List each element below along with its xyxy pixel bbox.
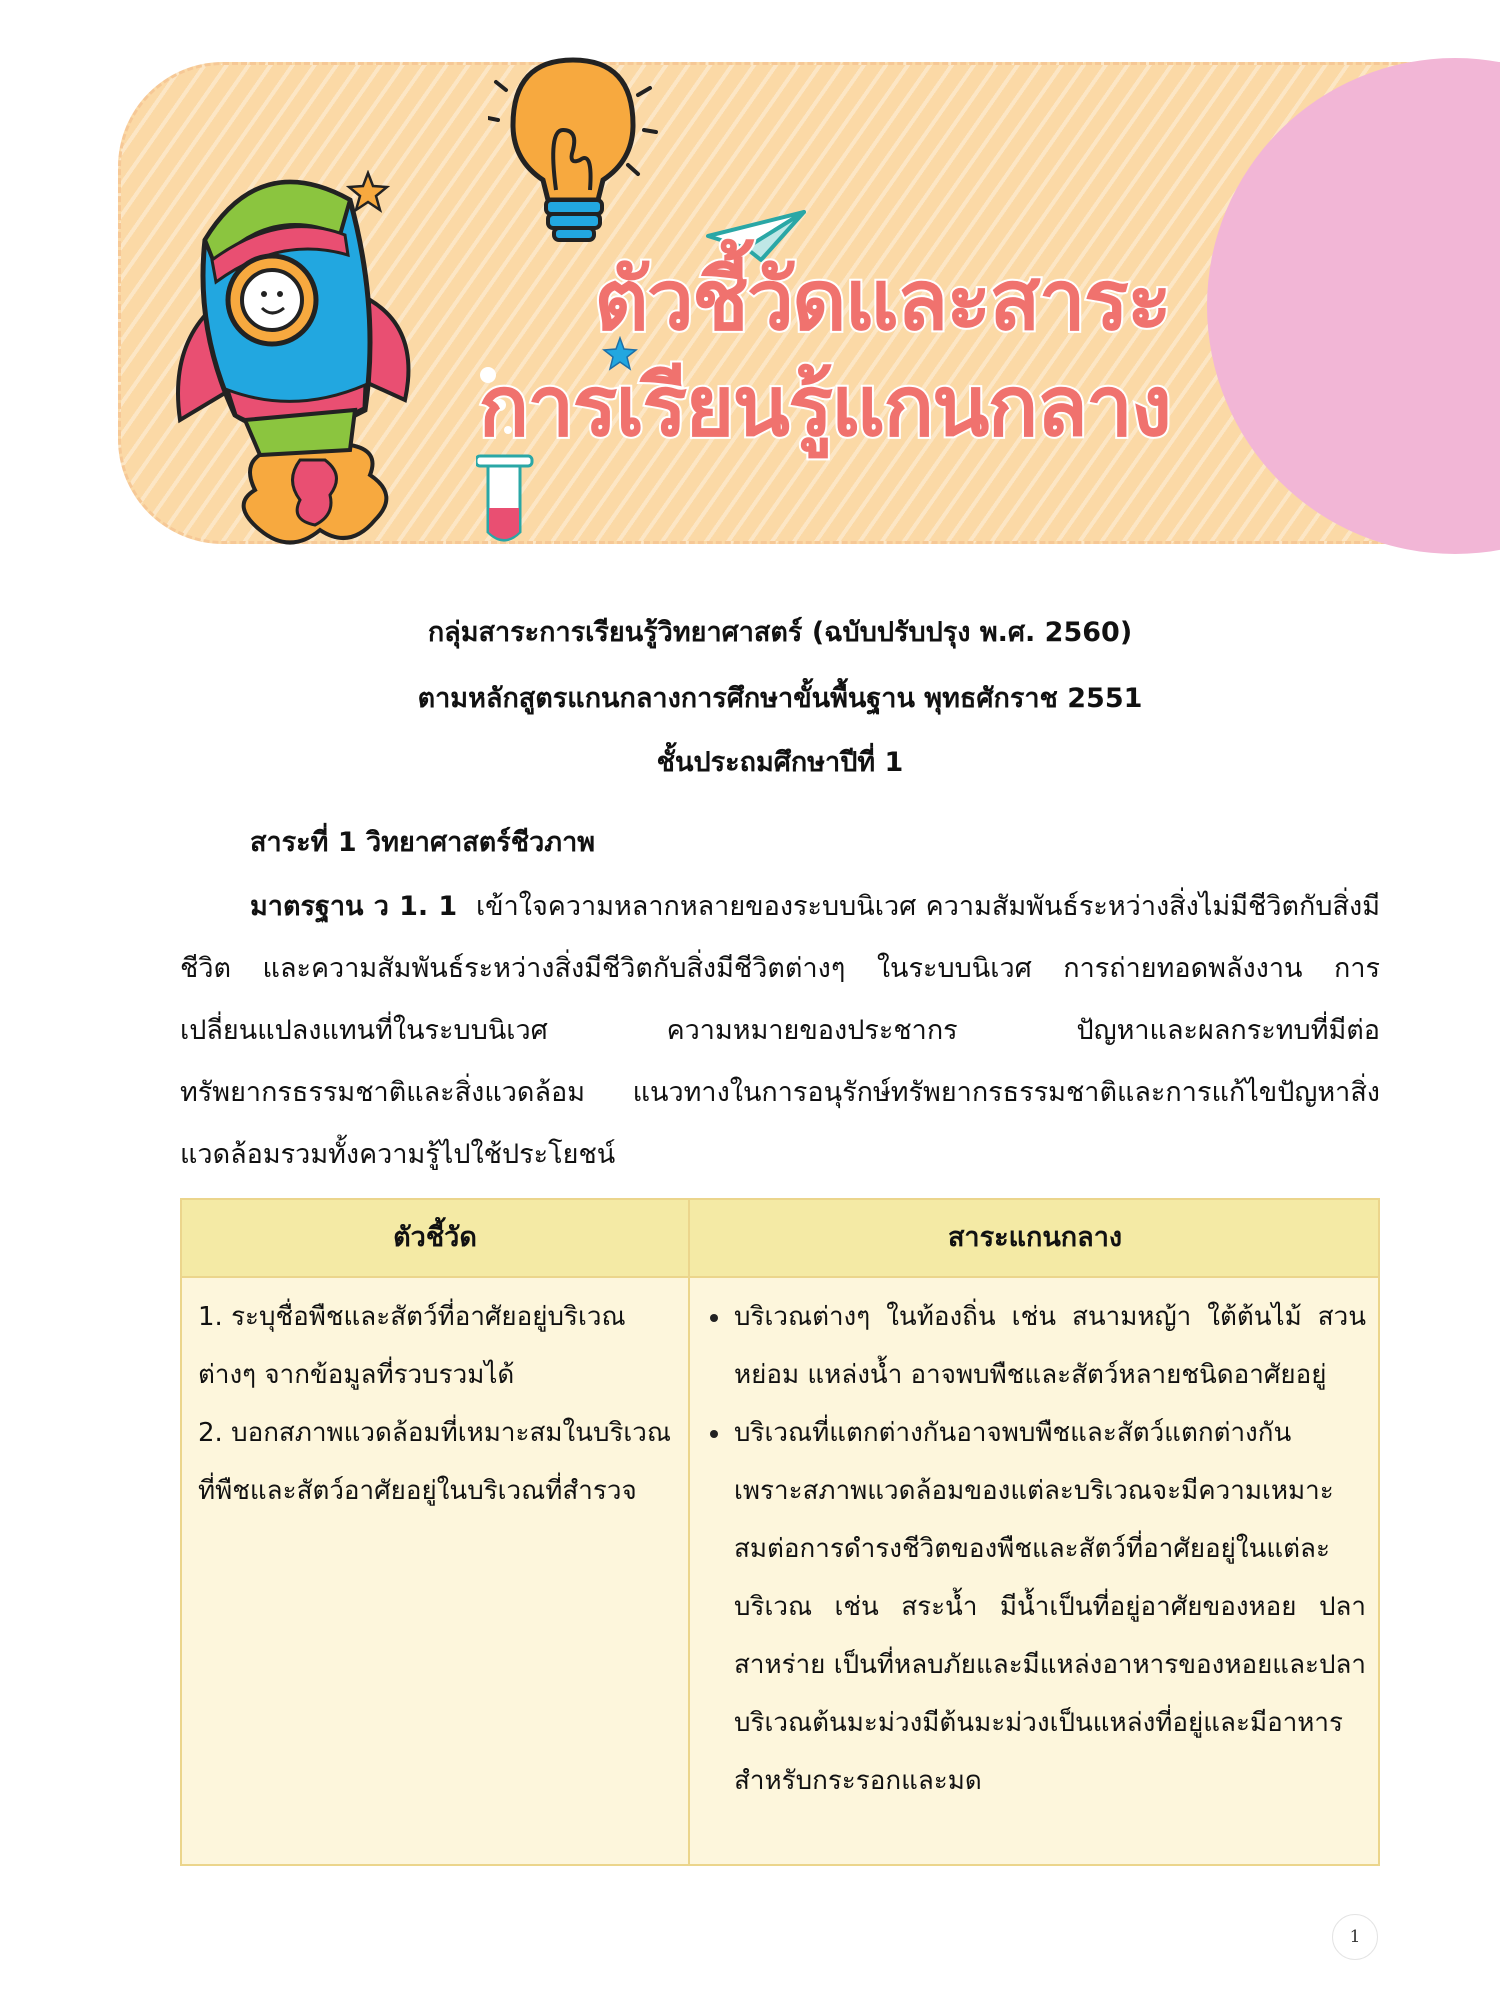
lightbulb-icon xyxy=(488,50,658,255)
curriculum-title: ตามหลักสูตรแกนกลางการศึกษาขั้นพื้นฐาน พุทธศักราช 2551 xyxy=(417,683,1143,714)
core-content-column xyxy=(706,1288,1366,1810)
page-number: 1 xyxy=(1332,1914,1378,1960)
core-content-item: บริเวณที่แตกต่างกันอาจพบพืชและสัตว์แตกต่างกัน เพราะสภาพแวดล้อมของแต่ละบริเวณจะมีความเหมาะสมต่อการดำรงชีวิตของพืชและสัตว์ที่อาศัยอยู่ในแต่ละบริเวณ เช่น สระน้ำ มีน้ำเป็นที่อยู่อาศัยของหอย ปลา สาหร่าย เป็นที่หลบภัยและมีแหล่งอาหารของหอยและปลา บริเวณต้นมะม่วงมีต้นมะม่วงเป็นแหล่งที่อยู่และมีอาหารสำหรับกระรอกและมด xyxy=(706,1404,1366,1810)
header-core-content: สาระแกนกลาง xyxy=(947,1222,1123,1253)
standard-paragraph xyxy=(180,876,1380,1186)
grade-level-title: ชั้นประถมศึกษาปีที่ 1 xyxy=(656,747,904,778)
table-column-divider xyxy=(688,1200,690,1864)
subject-group-title: กลุ่มสาระการเรียนรู้วิทยาศาสตร์ (ฉบับปรับปรุง พ.ศ. 2560) xyxy=(427,617,1133,648)
indicator-item: 2. บอกสภาพแวดล้อมที่เหมาะสมในบริเวณที่พืชและสัตว์อาศัยอยู่ในบริเวณที่สำรวจ xyxy=(198,1418,672,1506)
standard-text: เข้าใจความหลากหลายของระบบนิเวศ ความสัมพันธ์ระหว่างสิ่งไม่มีชีวิตกับสิ่งมีชีวิต และความสัมพันธ์ระหว่างสิ่งมีชีวิตกับสิ่งมีชีวิตต่างๆ ในระบบนิเวศ การถ่ายทอดพลังงาน การเปลี่ยนแปลงแทนที่ในระบบนิเวศ ความหมายของประชากร ปัญหาและผลกระทบที่มีต่อทรัพยากรธรรมชาติและสิ่งแวดล้อม แนวทางในการอนุรักษ์ทรัพยากรธรรมชาติและการแก้ไขปัญหาสิ่งแวดล้อมรวมทั้งความรู้ไปใช้ประโยชน์ xyxy=(180,891,1380,1170)
star-icon xyxy=(346,170,390,214)
indicator-item: 1. ระบุชื่อพืชและสัตว์ที่อาศัยอยู่บริเวณต่างๆ จากข้อมูลที่รวบรวมได้ xyxy=(198,1302,626,1390)
standard-label: มาตรฐาน ว 1. 1 xyxy=(250,891,458,922)
rocket-icon xyxy=(150,160,450,550)
banner-title-line1: ตัวชี้วัดและสาระ xyxy=(594,251,1170,349)
banner-title-line2: การเรียนรู้แกนกลาง xyxy=(478,357,1170,455)
indicators-column xyxy=(198,1288,672,1520)
header-indicators: ตัวชี้วัด xyxy=(393,1222,477,1253)
indicators-table xyxy=(180,1198,1380,1866)
strand-title: สาระที่ 1 วิทยาศาสตร์ชีวภาพ xyxy=(250,827,596,858)
core-content-item: บริเวณต่างๆ ในท้องถิ่น เช่น สนามหญ้า ใต้ต้นไม้ สวนหย่อม แหล่งน้ำ อาจพบพืชและสัตว์หลายชนิดอาศัยอยู่ xyxy=(706,1288,1366,1404)
